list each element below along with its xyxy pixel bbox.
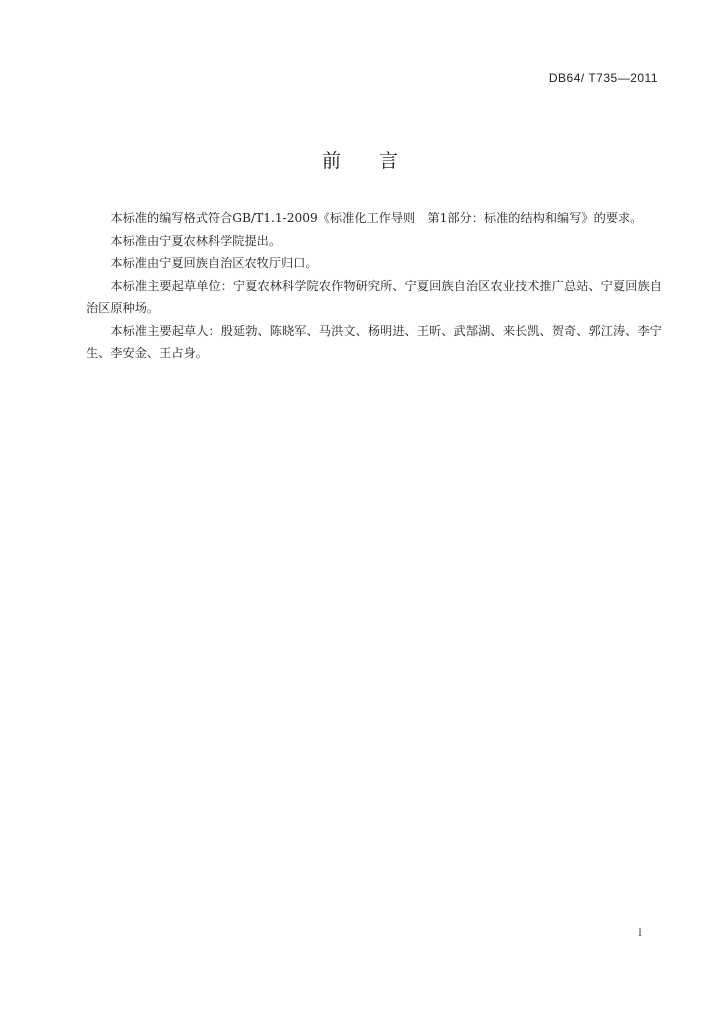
paragraph-centralized-by: 本标准由宁夏回族自治区农牧厅归口。: [110, 256, 318, 270]
foreword-title: 前言: [321, 150, 436, 172]
paragraph-format-standard: 本标准的编写格式符合GB/T1.1-2009《标准化工作导则 第1部分：标准的结构和编写》的要求。: [110, 211, 643, 225]
foreword-body: [86, 207, 662, 365]
paragraph-proposed-by: 本标准由宁夏农林科学院提出。: [110, 233, 282, 248]
page-number: I: [638, 925, 642, 939]
standard-code: DB64/ T735—2011: [548, 71, 658, 85]
paragraph-drafters: 本标准主要起草人：殷延勃、陈晓军、马洪文、杨明进、王昕、武郜湖、来长凯、贺奇、郭江涛、李宁生、李安金、王占身。: [86, 323, 662, 360]
paragraph-drafting-units: 本标准主要起草单位：宁夏农林科学院农作物研究所、宁夏回族自治区农业技术推广总站、宁夏回族自治区原种场。: [86, 278, 662, 315]
